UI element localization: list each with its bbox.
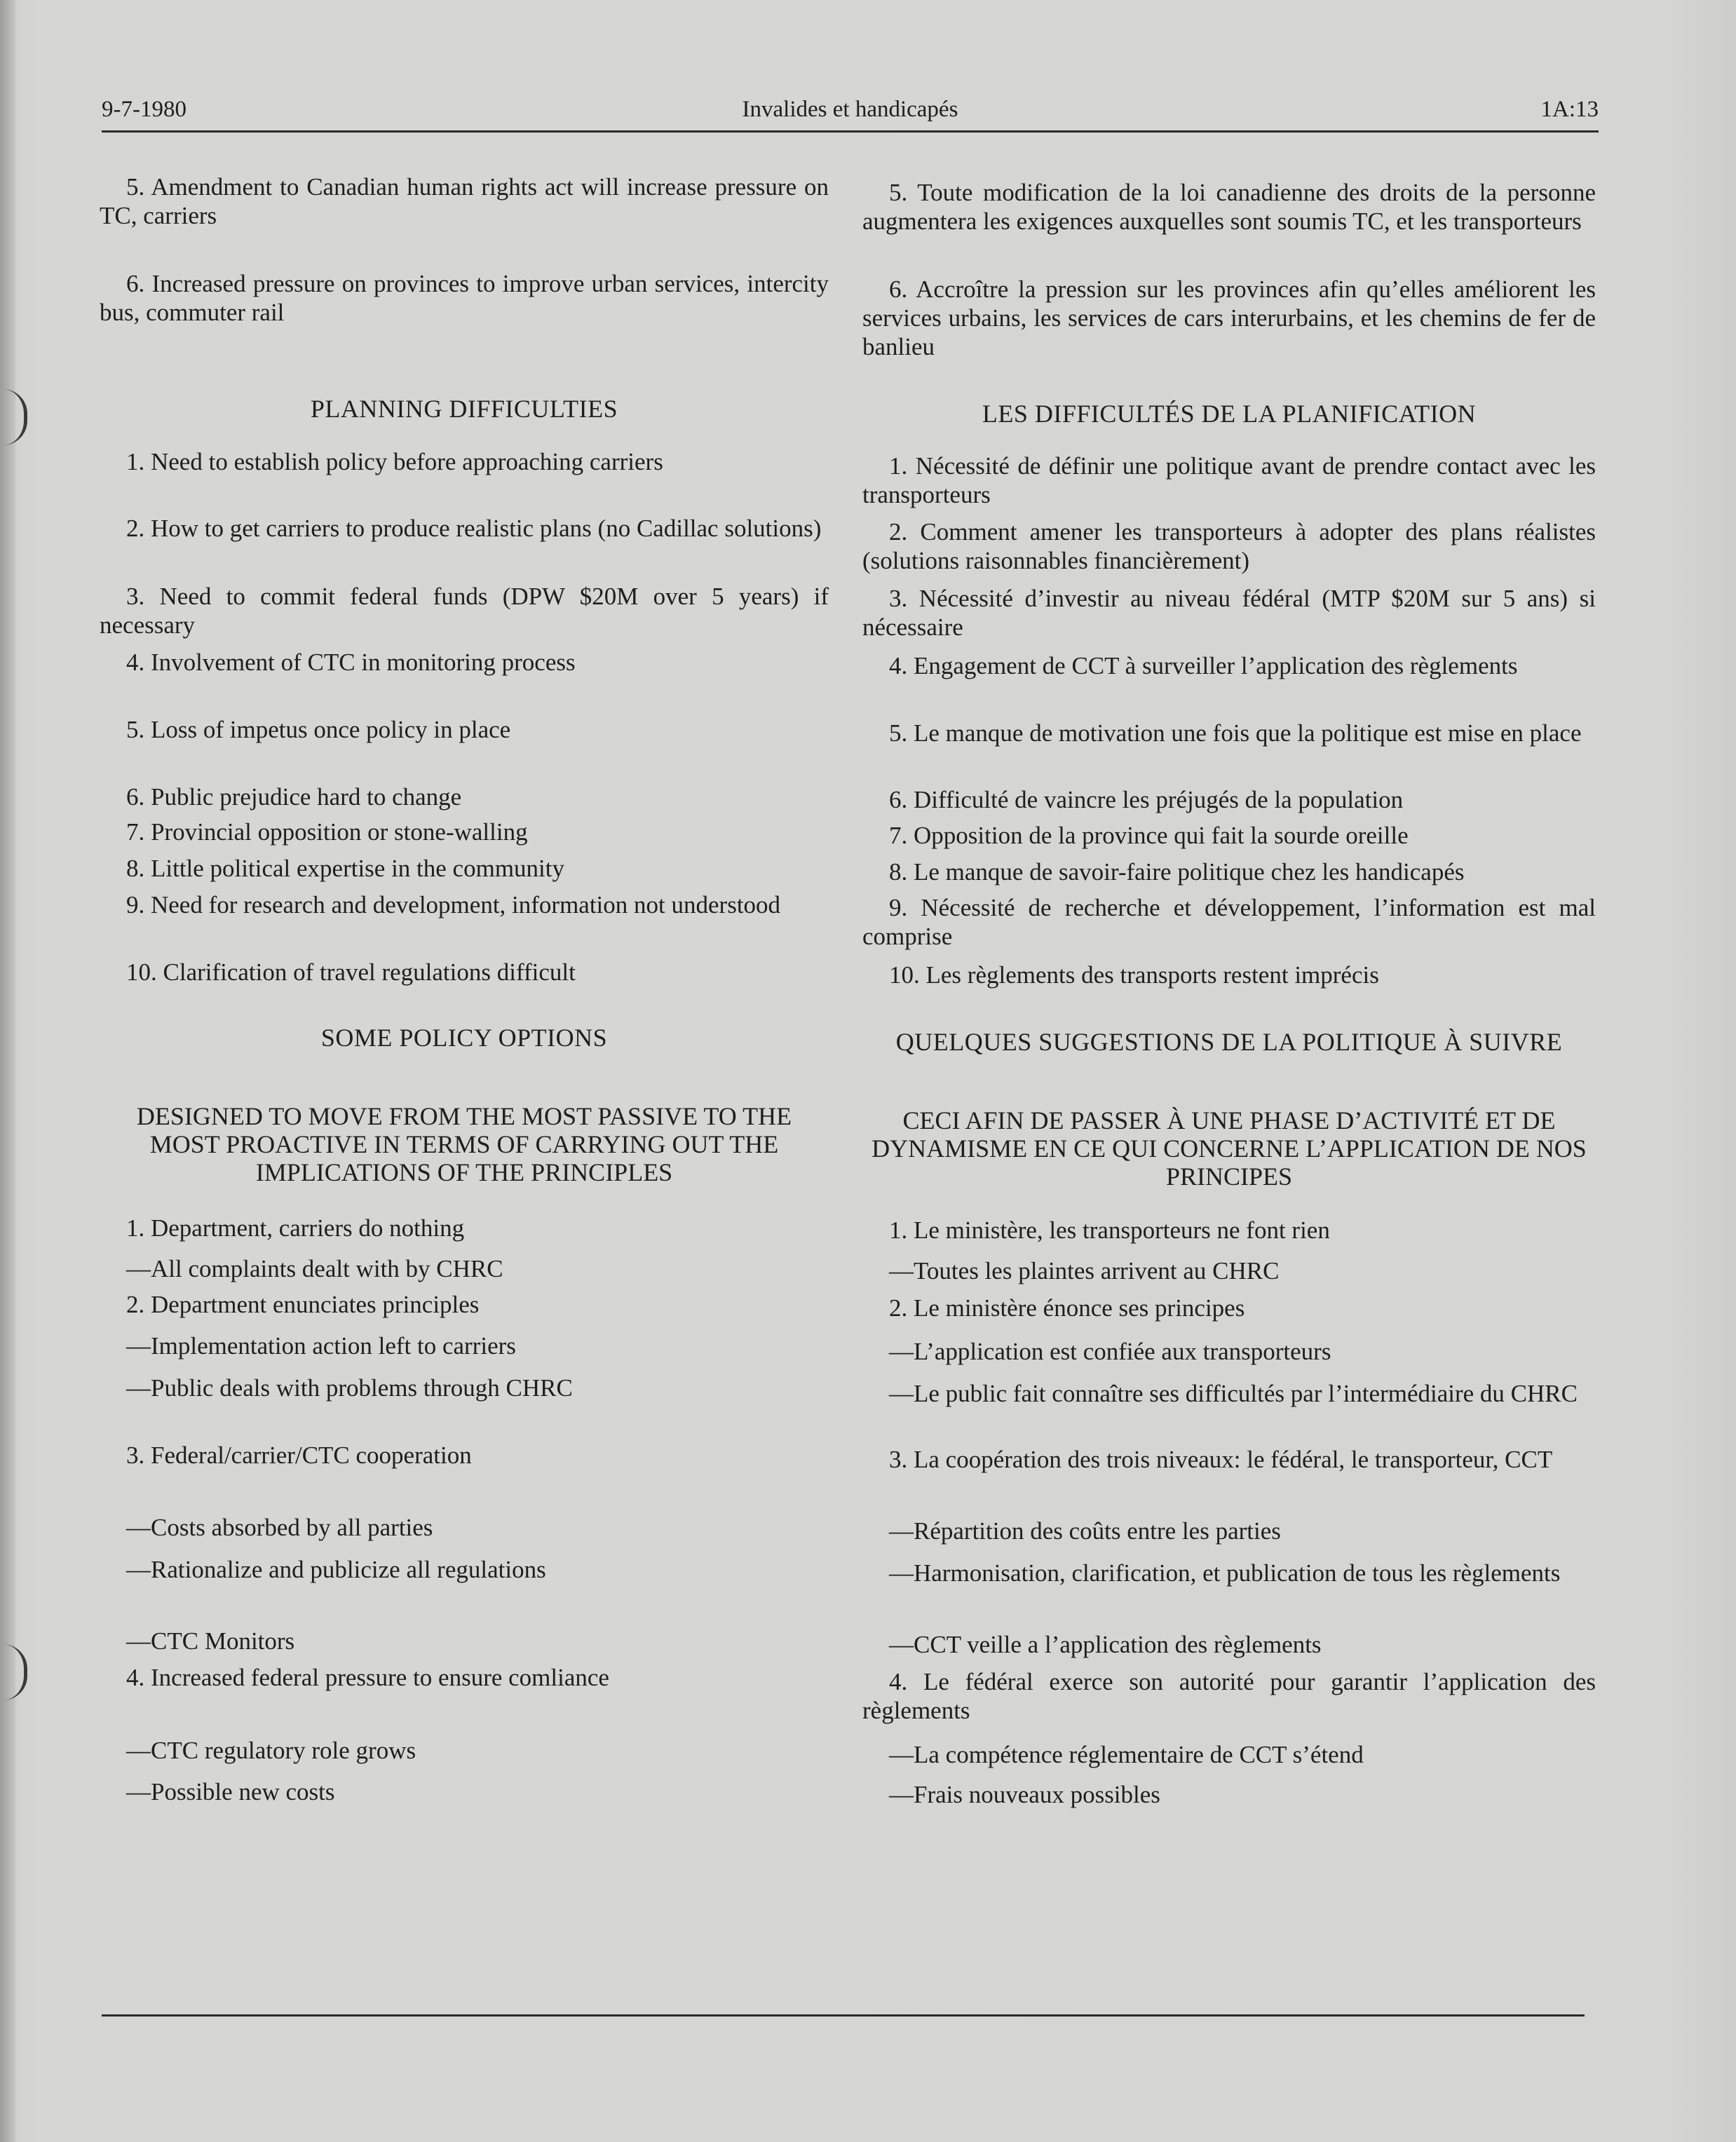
list-item: 2. How to get carriers to produce realistic plans (no Cadillac solutions) bbox=[126, 515, 822, 542]
list-item: 9. Nécessité de recherche et développement, l’information est mal comprise bbox=[862, 894, 1596, 950]
list-subitem: —Frais nouveaux possibles bbox=[889, 1781, 1160, 1808]
binding-clip-mark bbox=[3, 389, 27, 445]
binding-shadow bbox=[0, 0, 15, 2142]
list-item: 7. Opposition de la province qui fait la sourde oreille bbox=[889, 822, 1409, 849]
list-item: 3. La coopération des trois niveaux: le fédéral, le transporteur, CCT bbox=[889, 1446, 1553, 1473]
section-subheading: DESIGNED TO MOVE FROM THE MOST PASSIVE TO THE MOST PROACTIVE IN TERMS OF CARRYING OUT THE IMPLICATIONS OF THE PRINCIPLES bbox=[136, 1102, 792, 1186]
list-subitem: —All complaints dealt with by CHRC bbox=[126, 1255, 503, 1282]
list-subitem: —CCT veille a l’application des règlements bbox=[889, 1631, 1322, 1658]
list-item: 3. Federal/carrier/CTC cooperation bbox=[126, 1442, 472, 1469]
list-item: 6. Public prejudice hard to change bbox=[126, 783, 462, 811]
list-item: 4. Engagement de CCT à surveiller l’application des règlements bbox=[889, 652, 1518, 679]
header-date: 9-7-1980 bbox=[102, 97, 187, 122]
list-item: 6. Difficulté de vaincre les préjugés de la population bbox=[889, 786, 1404, 813]
section-heading: QUELQUES SUGGESTIONS DE LA POLITIQUE À SUIVRE bbox=[895, 1028, 1563, 1056]
section-heading: PLANNING DIFFICULTIES bbox=[310, 395, 618, 423]
list-item: 9. Need for research and development, information not understood bbox=[126, 891, 781, 919]
list-item: 3. Nécessité d’investir au niveau fédéral (MTP $20M sur 5 ans) si nécessaire bbox=[862, 585, 1596, 641]
section-heading: SOME POLICY OPTIONS bbox=[320, 1024, 608, 1052]
header-title: Invalides et handicapés bbox=[742, 97, 958, 122]
list-subitem: —Harmonisation, clarification, et publication de tous les règlements bbox=[889, 1559, 1561, 1587]
list-item: 4. Involvement of CTC in monitoring process bbox=[126, 649, 576, 676]
list-subitem: —Toutes les plaintes arrivent au CHRC bbox=[889, 1257, 1280, 1284]
list-subitem: —Public deals with problems through CHRC bbox=[126, 1374, 573, 1402]
binding-clip-mark bbox=[3, 1644, 27, 1700]
list-subitem: —Le public fait connaître ses difficultés par l’intermédiaire du CHRC bbox=[889, 1380, 1578, 1407]
section-subheading: CECI AFIN DE PASSER À UNE PHASE D’ACTIVITÉ ET DE DYNAMISME EN CE QUI CONCERNE L’APPLICATION DE NOS PRINCIPES bbox=[872, 1106, 1587, 1191]
list-subitem: —Répartition des coûts entre les parties bbox=[889, 1517, 1281, 1545]
list-item: 4. Le fédéral exerce son autorité pour garantir l’application des règlements bbox=[862, 1668, 1596, 1724]
list-item: 2. Department enunciates principles bbox=[126, 1291, 480, 1318]
section-heading: LES DIFFICULTÉS DE LA PLANIFICATION bbox=[982, 400, 1477, 428]
running-header bbox=[102, 91, 1599, 133]
list-subitem: —Possible new costs bbox=[126, 1778, 335, 1805]
list-item: 1. Department, carriers do nothing bbox=[126, 1214, 465, 1242]
footer-rule bbox=[102, 2014, 1585, 2016]
list-item: 10. Les règlements des transports restent imprécis bbox=[889, 961, 1379, 989]
list-item: 8. Little political expertise in the community bbox=[126, 855, 564, 882]
list-item: 1. Le ministère, les transporteurs ne font rien bbox=[889, 1216, 1330, 1244]
list-item: 4. Increased federal pressure to ensure comliance bbox=[126, 1664, 609, 1691]
list-subitem: —Implementation action left to carriers bbox=[126, 1332, 516, 1360]
paragraph: 6. Accroître la pression sur les provinces afin qu’elles améliorent les services urbains, les services de cars interurbains, et les chemins de fer de banlieu bbox=[862, 276, 1596, 360]
list-subitem: —L’application est confiée aux transporteurs bbox=[889, 1338, 1331, 1365]
list-item: 1. Need to establish policy before approaching carriers bbox=[126, 448, 663, 475]
list-subitem: —La compétence réglementaire de CCT s’étend bbox=[889, 1741, 1364, 1768]
paragraph: 5. Amendment to Canadian human rights act will increase pressure on TC, carriers bbox=[100, 173, 829, 229]
list-subitem: —CTC regulatory role grows bbox=[126, 1737, 416, 1764]
list-item: 8. Le manque de savoir-faire politique chez les handicapés bbox=[889, 858, 1465, 886]
list-item: 5. Loss of impetus once policy in place bbox=[126, 716, 511, 743]
list-subitem: —Costs absorbed by all parties bbox=[126, 1514, 433, 1541]
list-item: 2. Comment amener les transporteurs à adopter des plans réalistes (solutions raisonnables financièrement) bbox=[862, 518, 1596, 574]
list-item: 2. Le ministère énonce ses principes bbox=[889, 1294, 1245, 1322]
list-item: 1. Nécessité de définir une politique avant de prendre contact avec les transporteurs bbox=[862, 452, 1596, 508]
list-subitem: —CTC Monitors bbox=[126, 1627, 295, 1655]
list-item: 10. Clarification of travel regulations difficult bbox=[126, 958, 576, 986]
list-item: 7. Provincial opposition or stone-walling bbox=[126, 818, 528, 846]
paragraph: 6. Increased pressure on provinces to improve urban services, intercity bus, commuter rail bbox=[100, 270, 829, 326]
list-item: 3. Need to commit federal funds (DPW $20M over 5 years) if necessary bbox=[100, 583, 829, 639]
list-subitem: —Rationalize and publicize all regulations bbox=[126, 1556, 546, 1583]
list-item: 5. Le manque de motivation une fois que la politique est mise en place bbox=[889, 719, 1582, 747]
paragraph: 5. Toute modification de la loi canadienne des droits de la personne augmentera les exigences auxquelles sont soumis TC, et les transporteurs bbox=[862, 179, 1596, 235]
header-page-number: 1A:13 bbox=[1540, 97, 1599, 122]
